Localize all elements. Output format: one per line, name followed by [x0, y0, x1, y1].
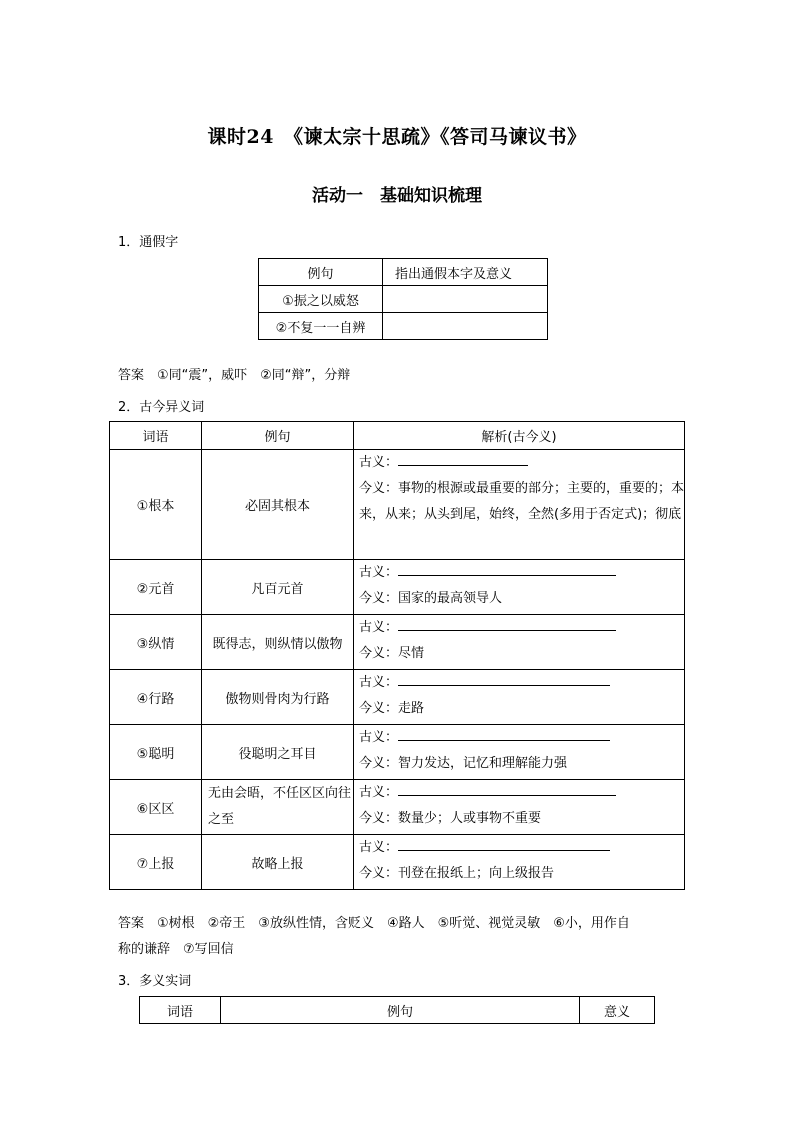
jin-meaning: 今义：事物的根源或最重要的部分；主要的，重要的；本来，从来；从头到尾，始终，全然(多用于否定式)；彻底: [359, 481, 685, 522]
jin-meaning: 今义：国家的最高领导人: [359, 591, 503, 606]
table-cell-analysis: [354, 450, 685, 560]
gu-label: 古义：: [359, 620, 399, 635]
gu-label: 古义：: [359, 565, 399, 580]
gu-label: 古义：: [359, 455, 399, 470]
table-cell-analysis: [354, 560, 685, 615]
table-header: 例句: [259, 259, 383, 286]
table-cell-sentence: 凡百元首: [202, 560, 354, 615]
table-cell-word: ⑤聪明: [110, 725, 202, 780]
table-header: 例句: [221, 997, 580, 1024]
section-heading-gujin: 2．古今异义词: [118, 400, 205, 415]
table-cell-word: ⑥区区: [110, 780, 202, 835]
table-cell-sentence: 无由会晤，不任区区向往之至: [202, 780, 354, 835]
table-cell-sentence: 役聪明之耳目: [202, 725, 354, 780]
duoyi-table: [139, 996, 655, 1024]
table-cell-word: ④行路: [110, 670, 202, 725]
table-cell-sentence: ②不复一一自辨: [259, 313, 383, 340]
table-cell-meaning: [383, 286, 548, 313]
table-cell-sentence: 傲物则骨肉为行路: [202, 670, 354, 725]
jin-meaning: 今义：尽情: [359, 646, 425, 661]
jin-meaning: 今义：数量少；人或事物不重要: [359, 811, 542, 826]
gu-label: 古义：: [359, 675, 399, 690]
blank-line: [398, 561, 616, 576]
table-cell-meaning: [383, 313, 548, 340]
blank-line: [398, 671, 610, 686]
table-cell-analysis: [354, 725, 685, 780]
tongjiazi-table: [258, 258, 548, 340]
gu-label: 古义：: [359, 730, 399, 745]
table-cell-sentence: ①振之以威怒: [259, 286, 383, 313]
jin-meaning: 今义：走路: [359, 701, 425, 716]
table-cell-analysis: [354, 780, 685, 835]
table-header: 指出通假本字及意义: [383, 259, 548, 286]
blank-line: [398, 726, 610, 741]
jin-meaning: 今义：智力发达，记忆和理解能力强: [359, 756, 568, 771]
table-cell-word: ③纵情: [110, 615, 202, 670]
table-header: 例句: [202, 422, 354, 450]
jin-meaning: 今义：刊登在报纸上；向上级报告: [359, 866, 555, 881]
table-cell-sentence: 既得志，则纵情以傲物: [202, 615, 354, 670]
table-cell-word: ②元首: [110, 560, 202, 615]
table-header: 解析(古今义): [354, 422, 685, 450]
table-header: 词语: [140, 997, 221, 1024]
table-cell-word: ①根本: [110, 450, 202, 560]
gu-label: 古义：: [359, 785, 399, 800]
answer-line: 答案 ①树根 ②帝王 ③放纵性情，含贬义 ④路人 ⑤听觉、视觉灵敏 ⑥小，用作自: [118, 916, 630, 931]
table-cell-sentence: 必固其根本: [202, 450, 354, 560]
section-heading-duoyi: 3．多义实词: [118, 974, 192, 989]
answer-tongjiazi: 答案 ①同“震”，威吓 ②同“辩”，分辩: [118, 368, 351, 383]
table-cell-analysis: [354, 835, 685, 890]
blank-line: [398, 451, 528, 466]
answer-gujin: [118, 911, 688, 963]
gu-label: 古义：: [359, 840, 399, 855]
table-cell-sentence: 故略上报: [202, 835, 354, 890]
answer-line: 称的谦辞 ⑦写回信: [118, 942, 234, 957]
table-header: 意义: [580, 997, 655, 1024]
table-cell-analysis: [354, 670, 685, 725]
blank-line: [398, 781, 616, 796]
gujin-table: [109, 421, 685, 890]
blank-line: [398, 616, 616, 631]
table-cell-analysis: [354, 615, 685, 670]
section-heading-tongjiazi: 1．通假字: [118, 235, 179, 250]
table-cell-word: ⑦上报: [110, 835, 202, 890]
table-header: 词语: [110, 422, 202, 450]
blank-line: [398, 836, 610, 851]
activity-title: 活动一 基础知识梳理: [312, 186, 482, 206]
page-title: 课时24 《谏太宗十思疏》《答司马谏议书》: [207, 126, 587, 148]
